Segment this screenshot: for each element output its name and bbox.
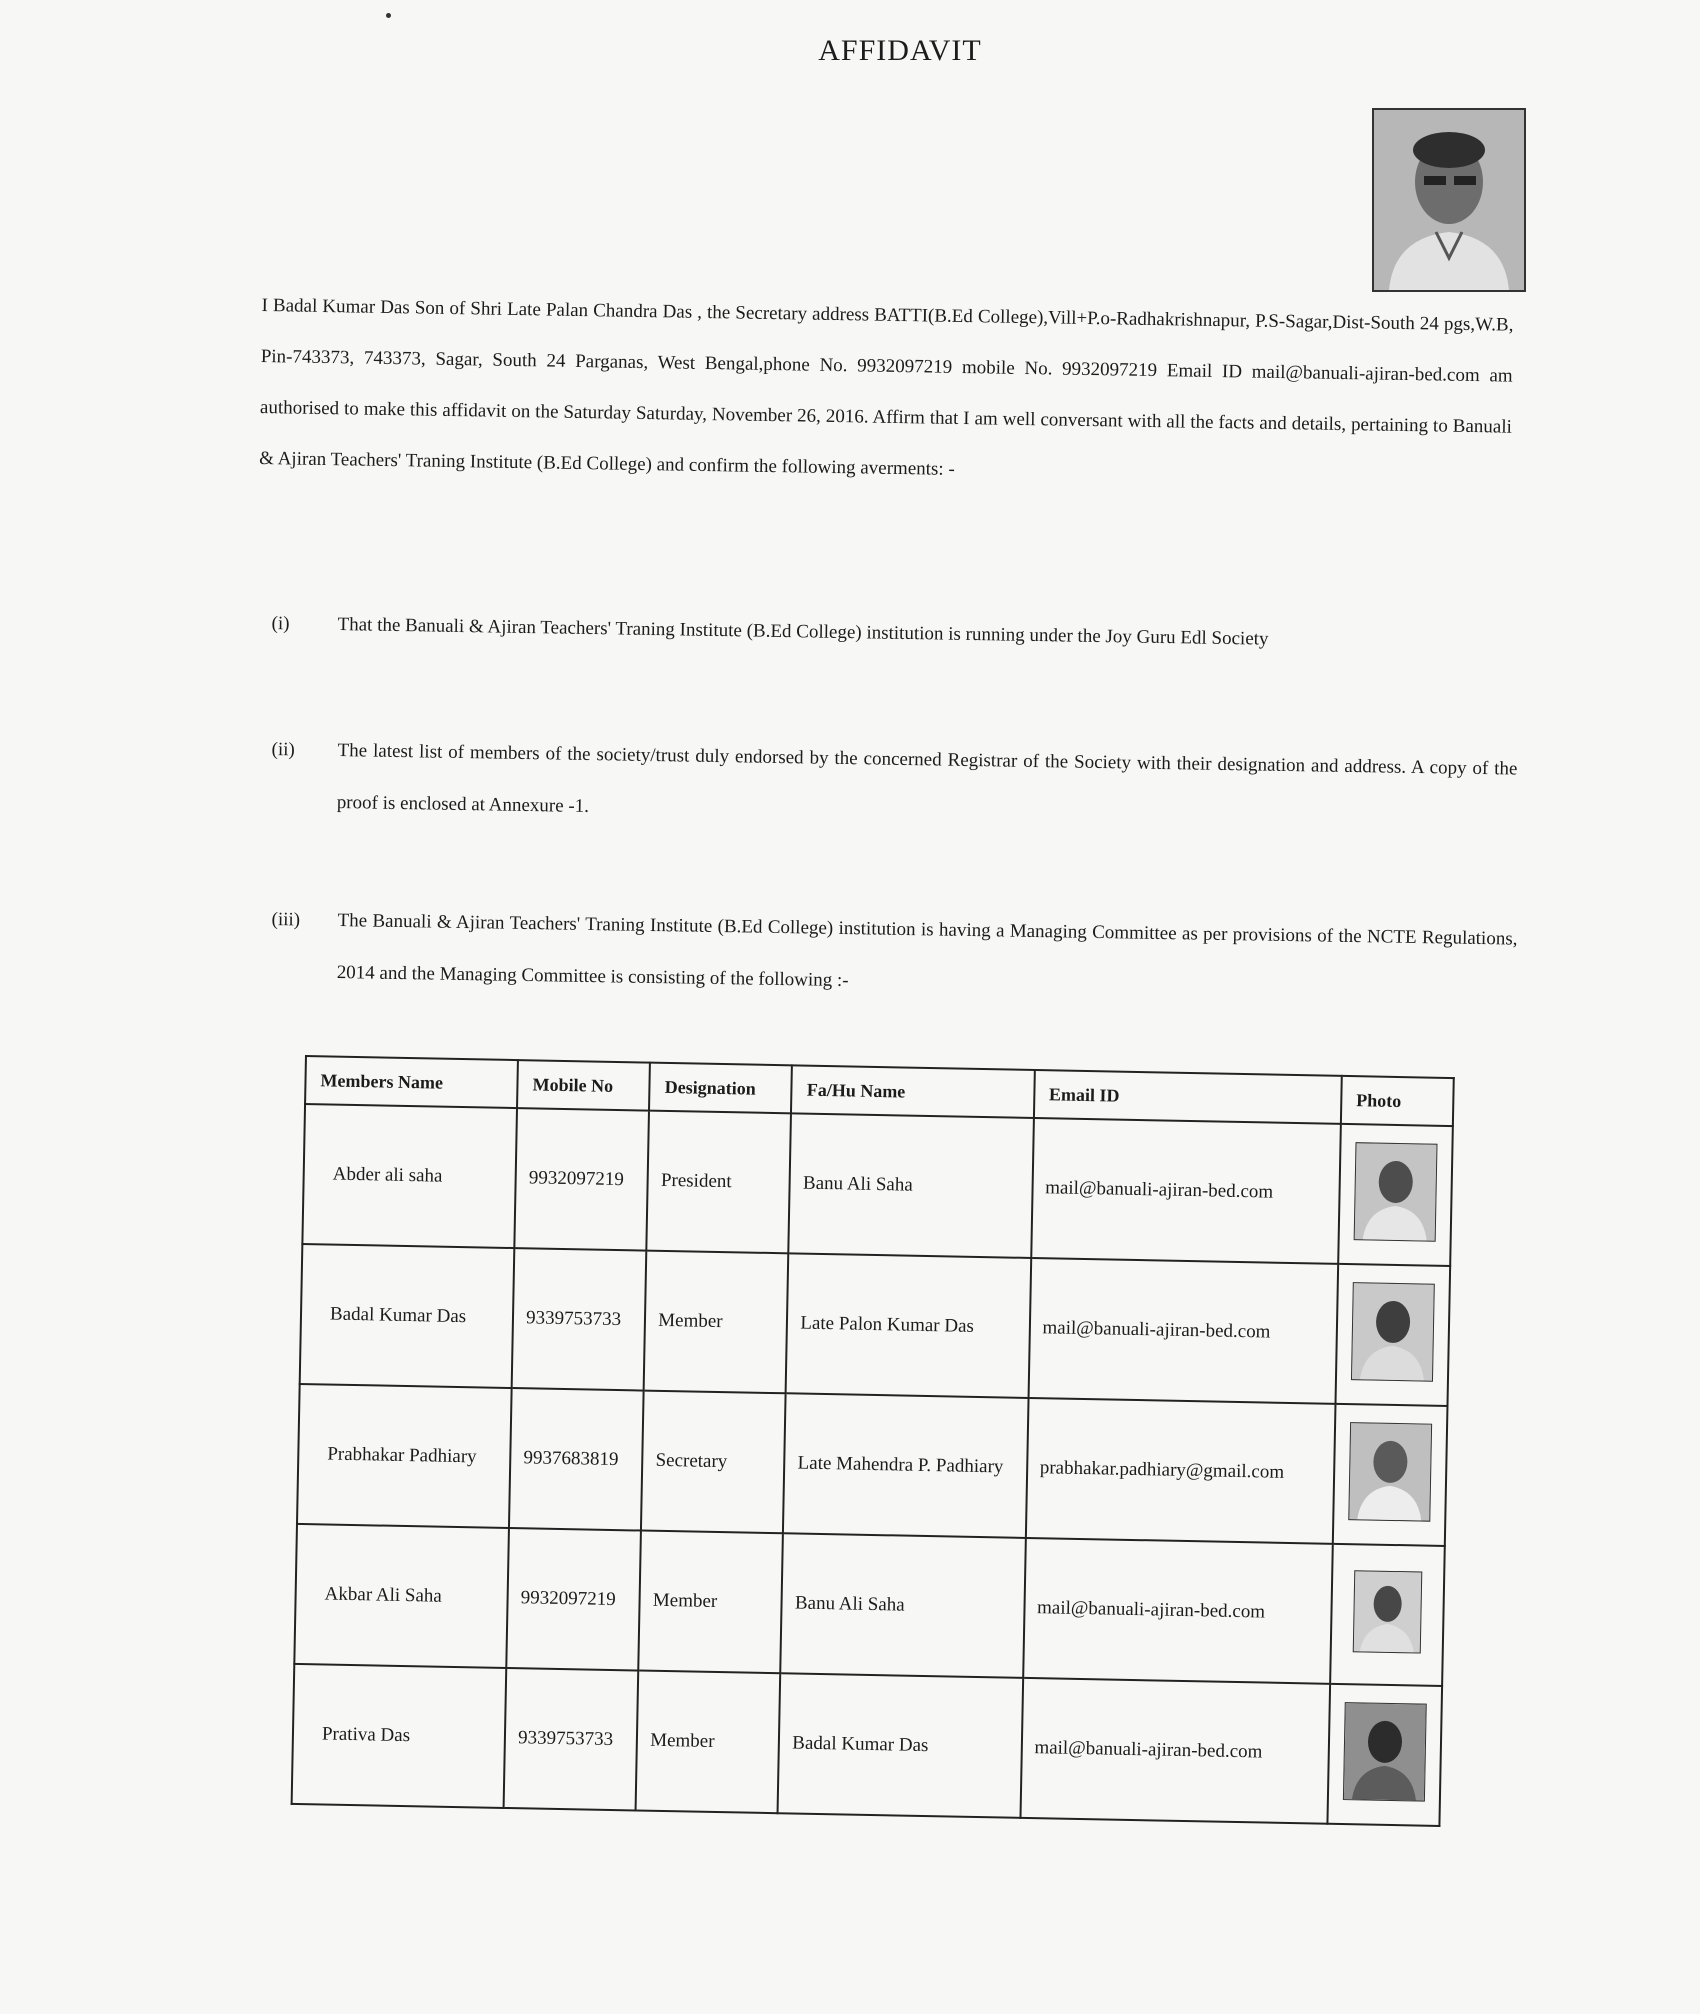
deponent-photo: [1372, 108, 1526, 292]
member-mobile: 9339753733: [512, 1248, 647, 1391]
managing-committee-table: [291, 1055, 1455, 1827]
member-fahu-name: Badal Kumar Das: [778, 1673, 1023, 1818]
page-title: AFFIDAVIT: [818, 34, 982, 67]
member-name: Prabhakar Padhiary: [297, 1384, 512, 1528]
member-fahu-name: Late Palon Kumar Das: [786, 1253, 1031, 1398]
member-mobile: 9339753733: [504, 1668, 639, 1811]
member-name: Abder ali saha: [302, 1104, 517, 1248]
member-mobile: 9932097219: [515, 1108, 650, 1251]
member-photo-cell: [1333, 1404, 1448, 1546]
member-name: Badal Kumar Das: [300, 1244, 515, 1388]
member-designation: Member: [636, 1671, 781, 1814]
portrait-image: [1344, 1703, 1426, 1801]
member-email: mail@banuali-ajiran-bed.com: [1028, 1258, 1338, 1404]
member-photo-cell: [1338, 1124, 1453, 1266]
member-photo: [1351, 1282, 1435, 1382]
col-mobile-no: Mobile No: [517, 1060, 650, 1111]
intro-paragraph: I Badal Kumar Das Son of Shri Late Palan Chandra Das , the Secretary address BATTI(B.Ed College),Vill+P.o-Radhakrishnapur, P.S-Sagar,Dist-South 24 pgs,W.B, Pin-743373, 743373, Sagar, South 24 Parganas, West Bengal,phone No. 9932097219 mobile No. 9932097219 Email ID mail@banuali-ajiran-bed.com am authorised to make this affidavit on the Saturday Saturday, November 26, 2016. Affirm that I am well conversant with all the facts and details, pertaining to Banuali & Ajiran Teachers' Traning Institute (B.Ed College) and confirm the following averments: -: [259, 294, 1514, 480]
scan-speck: [386, 13, 391, 18]
table-row: [292, 1664, 1442, 1826]
averment-number: (iii): [271, 908, 301, 931]
table-row: [302, 1104, 1452, 1266]
table-row: [294, 1524, 1444, 1686]
member-designation: Member: [639, 1531, 784, 1674]
member-name: Prativa Das: [292, 1664, 507, 1808]
col-members-name: Members Name: [305, 1056, 518, 1108]
member-email: mail@banuali-ajiran-bed.com: [1031, 1118, 1341, 1264]
table-row: [297, 1384, 1447, 1546]
member-designation: President: [647, 1111, 792, 1254]
col-photo: Photo: [1341, 1076, 1454, 1126]
averment-text: That the Banuali & Ajiran Teachers' Traning Institute (B.Ed College) institution is running under the Joy Guru Edl Society: [337, 614, 1269, 650]
member-mobile: 9932097219: [506, 1528, 641, 1671]
member-photo: [1348, 1422, 1432, 1522]
member-designation: Secretary: [641, 1391, 786, 1534]
member-photo-cell: [1327, 1684, 1442, 1826]
col-fahu-name: Fa/Hu Name: [791, 1065, 1034, 1118]
table-row: [300, 1244, 1450, 1406]
member-photo: [1354, 1142, 1438, 1242]
col-designation: Designation: [649, 1063, 792, 1114]
portrait-image: [1354, 1571, 1422, 1652]
member-photo-cell: [1330, 1544, 1445, 1686]
member-designation: Member: [644, 1251, 789, 1394]
member-email: mail@banuali-ajiran-bed.com: [1020, 1678, 1330, 1824]
portrait-image: [1355, 1143, 1437, 1241]
member-email: mail@banuali-ajiran-bed.com: [1023, 1538, 1333, 1684]
member-photo: [1353, 1570, 1423, 1653]
member-mobile: 9937683819: [509, 1388, 644, 1531]
averment-text: The latest list of members of the society/trust duly endorsed by the concerned Registrar of the Society with their designation and address. A copy of the proof is enclosed at Annexure -1.: [336, 740, 1518, 817]
member-email: prabhakar.padhiary@gmail.com: [1025, 1398, 1335, 1544]
portrait-image: [1349, 1423, 1431, 1521]
member-fahu-name: Banu Ali Saha: [781, 1533, 1026, 1678]
averment-text: The Banuali & Ajiran Teachers' Traning Institute (B.Ed College) institution is having a Managing Committee as per provisions of the NCTE Regulations, 2014 and the Managing Committee is consisting of the following :-: [336, 910, 1518, 992]
member-fahu-name: Late Mahendra P. Padhiary: [783, 1393, 1028, 1538]
averment-number: (i): [271, 612, 290, 635]
portrait-image: [1352, 1283, 1434, 1381]
col-email-id: Email ID: [1034, 1070, 1342, 1124]
member-fahu-name: Banu Ali Saha: [789, 1113, 1034, 1258]
averment-number: (ii): [271, 738, 295, 761]
portrait-image: [1374, 110, 1524, 290]
member-photo: [1343, 1702, 1427, 1802]
member-photo-cell: [1335, 1264, 1450, 1406]
member-name: Akbar Ali Saha: [294, 1524, 509, 1668]
